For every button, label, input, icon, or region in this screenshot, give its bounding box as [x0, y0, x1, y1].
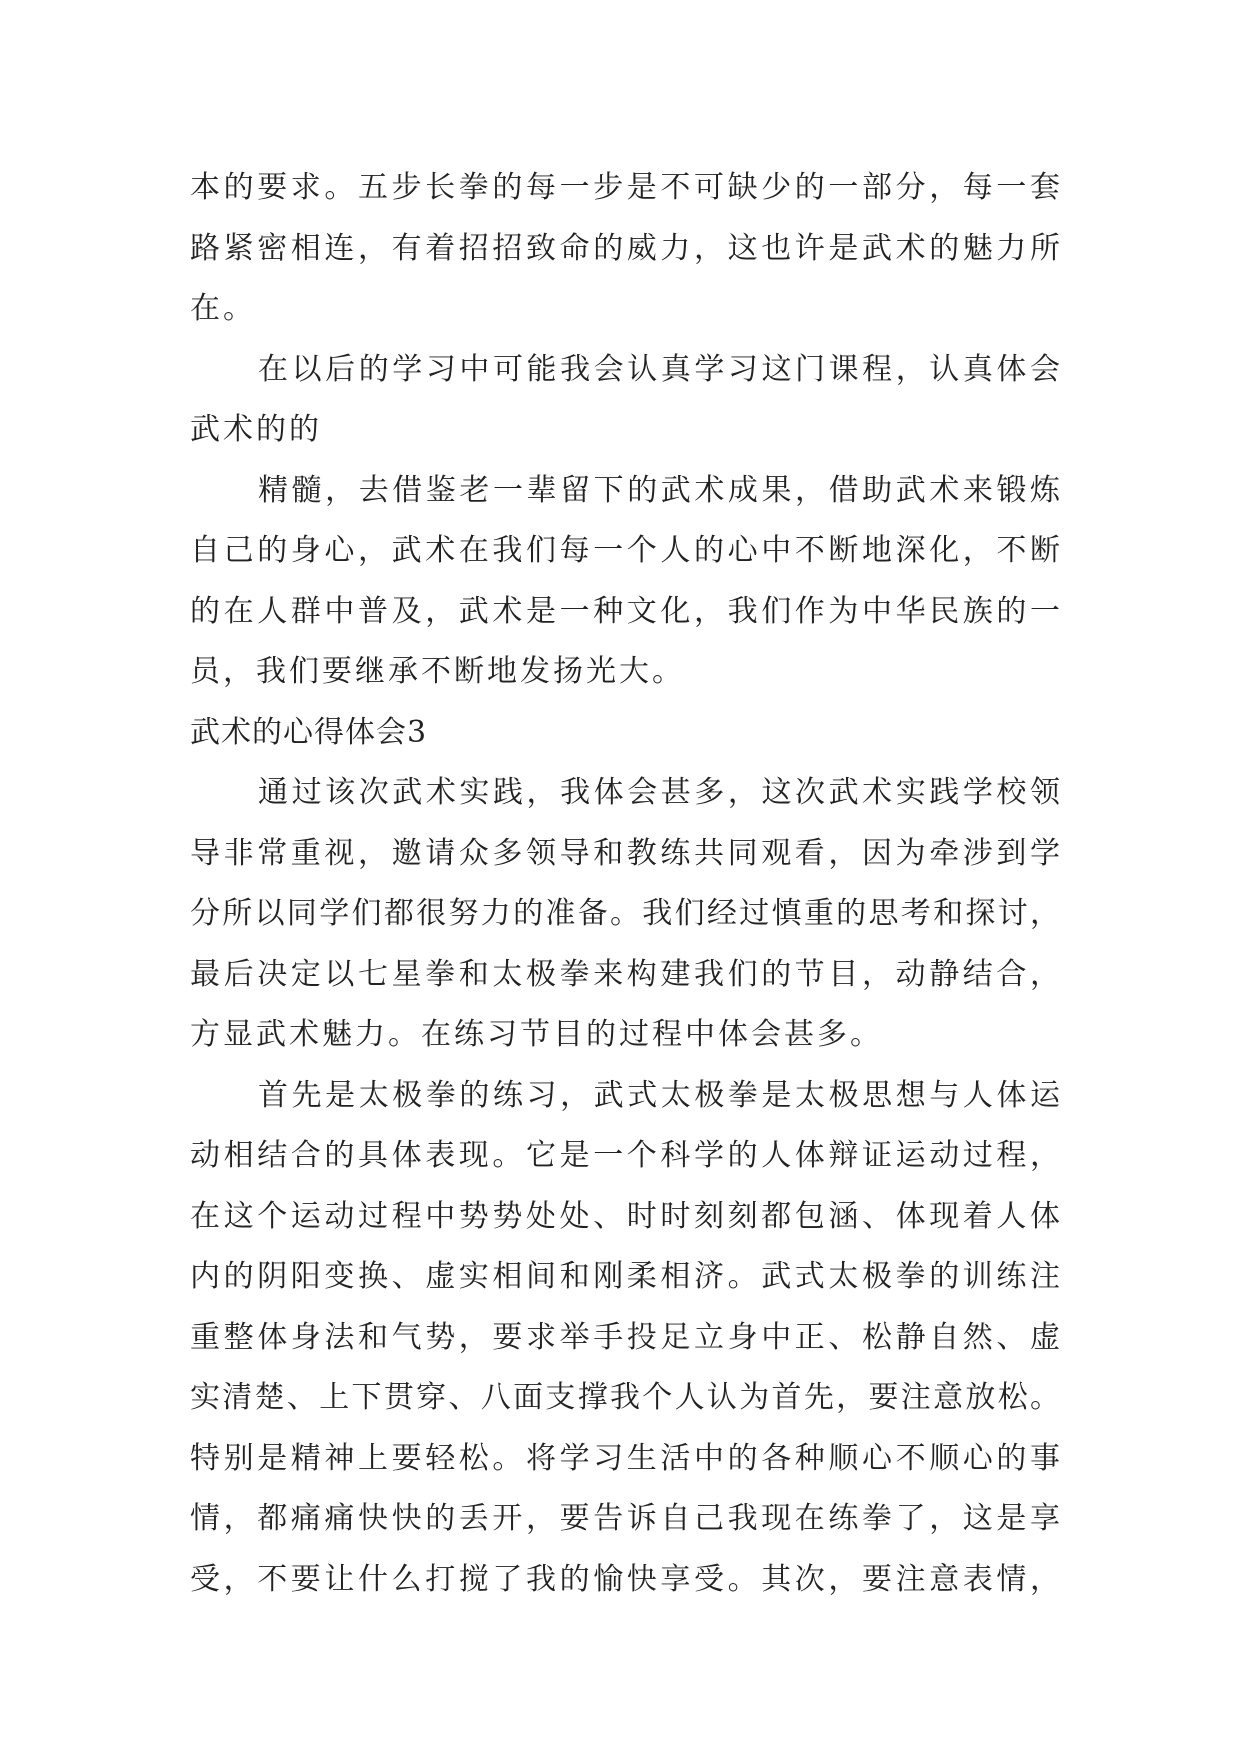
text-line: 方显武术魅力。在练习节目的过程中体会甚多。	[190, 1017, 883, 1052]
text-line: 本的要求。五步长拳的每一步是不可缺少的一部分，每一套	[190, 170, 1060, 205]
paragraph-start-line: 在以后的学习中可能我会认真学习这门课程，认真体会	[258, 351, 1060, 387]
paragraph-start-line: 精髓，去借鉴老一辈留下的武术成果，借助武术来锻炼	[258, 472, 1060, 508]
section-heading: 武术的心得体会3	[190, 714, 428, 750]
text-line: 路紧密相连，有着招招致命的威力，这也许是武术的魅力所	[190, 230, 1060, 266]
text-line: 在这个运动过程中势势处处、时时刻刻都包涵、体现着人体	[190, 1198, 1060, 1234]
text-line: 武术的的	[190, 412, 322, 447]
text-line: 重整体身法和气势，要求举手投足立身中正、松静自然、虚	[190, 1319, 1060, 1355]
text-line: 导非常重视，邀请众多领导和教练共同观看，因为牵涉到学	[190, 835, 1060, 871]
text-line: 分所以同学们都很努力的准备。我们经过慎重的思考和探讨，	[190, 896, 1060, 931]
text-line: 最后决定以七星拳和太极拳来构建我们的节目，动静结合，	[190, 956, 1060, 992]
text-line: 情，都痛痛快快的丢开，要告诉自己我现在练拳了，这是享	[190, 1501, 1060, 1536]
text-line: 的在人群中普及，武术是一种文化，我们作为中华民族的一	[190, 593, 1060, 629]
paragraph-start-line: 首先是太极拳的练习，武式太极拳是太极思想与人体运	[258, 1077, 1060, 1113]
text-line: 实清楚、上下贯穿、八面支撑我个人认为首先，要注意放松。	[190, 1380, 1060, 1415]
text-line: 特别是精神上要轻松。将学习生活中的各种顺心不顺心的事	[190, 1440, 1060, 1476]
text-line: 自己的身心，武术在我们每一个人的心中不断地深化，不断	[190, 533, 1060, 568]
text-line: 内的阴阳变换、虚实相间和刚柔相济。武式太极拳的训练注	[190, 1259, 1060, 1294]
text-line: 受，不要让什么打搅了我的愉快享受。其次，要注意表情，	[190, 1561, 1060, 1597]
text-line: 在。	[190, 291, 256, 326]
text-line: 动相结合的具体表现。它是一个科学的人体辩证运动过程，	[190, 1138, 1060, 1173]
text-column	[190, 158, 1060, 1610]
text-line: 员，我们要继承不断地发扬光大。	[190, 654, 685, 689]
paragraph-start-line: 通过该次武术实践，我体会甚多，这次武术实践学校领	[258, 775, 1060, 810]
